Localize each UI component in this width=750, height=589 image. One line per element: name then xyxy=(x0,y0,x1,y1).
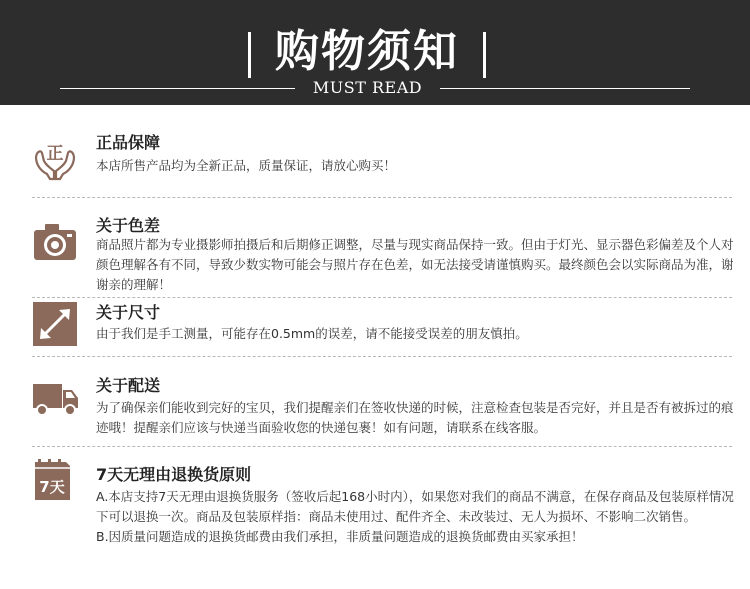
genuine-icon-glyph: 正 xyxy=(46,144,64,164)
camera-icon xyxy=(32,219,78,265)
calendar-7-days-icon xyxy=(32,458,72,502)
section-divider xyxy=(32,356,732,357)
delivery-truck-icon xyxy=(32,376,80,422)
section-divider xyxy=(32,446,732,447)
section-body xyxy=(96,324,736,344)
section-text: B.因质量问题造成的退换货邮费由我们承担，非质量问题造成的退换货邮费由买家承担！ xyxy=(96,529,584,544)
section-body xyxy=(96,156,736,176)
calendar-icon-glyph: 7天 xyxy=(39,478,65,496)
page-title: 购物须知 xyxy=(275,26,459,77)
genuine-hands-icon xyxy=(32,135,78,181)
subtitle-right-line xyxy=(440,88,690,89)
title-left-bar xyxy=(248,32,251,78)
section-title: 关于色差 xyxy=(96,216,161,235)
section-title: 关于配送 xyxy=(96,376,161,395)
section-text: 为了确保亲们能收到完好的宝贝，我们提醒亲们在签收快递的时候，注意检查包装是否完好，并且是否有被拆过的痕迹哦！提醒亲们应该与快递当面验收您的快递包裹！如有问题，请联系在线客服。 xyxy=(96,400,734,435)
section-body xyxy=(96,235,736,295)
section-body xyxy=(96,487,736,547)
section-body xyxy=(96,398,736,438)
section-title: 7天无理由退换货原则 xyxy=(96,465,252,484)
subtitle-left-line xyxy=(60,88,295,89)
resize-arrow-icon xyxy=(32,301,78,347)
header-banner xyxy=(0,0,750,105)
title-right-bar xyxy=(483,32,486,78)
section-title: 正品保障 xyxy=(96,133,161,152)
section-title: 关于尺寸 xyxy=(96,303,161,322)
section-text: 由于我们是手工测量，可能存在0.5mm的误差，请不能接受误差的朋友慎拍。 xyxy=(96,326,528,341)
section-text: 商品照片都为专业摄影师拍摄后和后期修正调整，尽量与现实商品保持一致。但由于灯光、显示器色彩偏差及个人对颜色理解各有不同，导致少数实物可能会与照片存在色差，如无法接受请谨慎购买。最终颜色会以实际商品为准，谢谢亲的理解！ xyxy=(96,237,734,292)
section-divider xyxy=(32,197,732,198)
section-divider xyxy=(32,297,732,298)
section-text: A.本店支持7天无理由退换货服务（签收后起168小时内），如果您对我们的商品不满意，在保存商品及包装原样情况下可以退换一次。商品及包装原样指：商品未使用过、配件齐全、未改装过、无人为损坏、不影响二次销售。 xyxy=(96,489,734,524)
section-text: 本店所售产品均为全新正品，质量保证，请放心购买！ xyxy=(96,158,397,173)
page-subtitle: MUST READ xyxy=(312,78,423,97)
